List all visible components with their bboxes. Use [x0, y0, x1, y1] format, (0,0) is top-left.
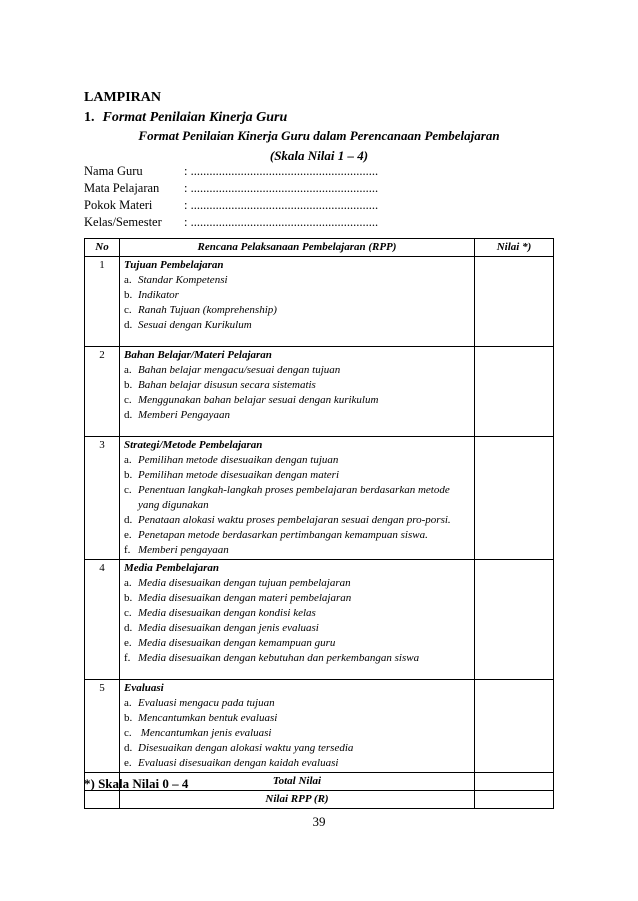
criteria-item — [124, 741, 470, 756]
item-letter: a. — [124, 577, 132, 589]
criteria-item — [124, 711, 470, 726]
item-text: Penentuan langkah-langkah proses pembelajaran berdasarkan metode yang digunakan — [138, 484, 450, 511]
item-text: Media disesuaikan dengan materi pembelajaran — [138, 592, 352, 604]
item-text: Sesuai dengan Kurikulum — [138, 319, 252, 331]
criteria-item — [124, 453, 470, 468]
table-row — [85, 257, 554, 347]
scale-note: (Skala Nilai 1 – 4) — [269, 148, 369, 163]
item-text: Media disesuaikan dengan jenis evaluasi — [138, 622, 319, 634]
item-letter: b. — [124, 592, 133, 604]
item-letter: a. — [124, 454, 132, 466]
criteria-item — [124, 636, 470, 651]
row-number: 2 — [85, 347, 120, 437]
table-body — [85, 257, 554, 773]
item-text: Memberi Pengayaan — [138, 409, 230, 421]
item-text: Disesuaikan dengan alokasi waktu yang tersedia — [138, 742, 354, 754]
item-text: Menggunakan bahan belajar sesuai dengan kurikulum — [138, 394, 379, 406]
total-label: Total Nilai — [120, 773, 475, 791]
field-value: : ............................................................ — [184, 164, 379, 178]
criteria-title: Strategi/Metode Pembelajaran — [124, 439, 263, 451]
field-label: Pokok Materi — [84, 198, 153, 212]
field-label: Kelas/Semester — [84, 215, 162, 229]
criteria-title: Media Pembelajaran — [124, 562, 220, 574]
field-value: : ............................................................ — [184, 181, 379, 195]
rpp-score-label: Nilai RPP (R) — [120, 791, 475, 809]
nilai-cell[interactable] — [475, 437, 554, 560]
rpp-criteria-cell — [120, 680, 475, 773]
table-row — [85, 560, 554, 680]
nilai-cell[interactable] — [475, 347, 554, 437]
table-row — [85, 437, 554, 560]
item-letter: e. — [124, 529, 132, 541]
item-text: Media disesuaikan dengan kondisi kelas — [138, 607, 316, 619]
rpp-criteria-cell — [120, 347, 475, 437]
item-text: Bahan belajar mengacu/sesuai dengan tujuan — [138, 364, 341, 376]
header-no: No — [85, 239, 120, 257]
section-number: 1. — [84, 110, 95, 125]
criteria-item — [124, 543, 470, 558]
page-number: 39 — [312, 814, 326, 829]
item-letter: c. — [124, 394, 132, 406]
row-number: 4 — [85, 560, 120, 680]
item-letter: d. — [124, 514, 133, 526]
criteria-item — [124, 468, 470, 483]
item-letter: c. — [124, 484, 132, 496]
spacer — [124, 333, 470, 345]
item-letter: a. — [124, 697, 132, 709]
item-text: Standar Kompetensi — [138, 274, 228, 286]
item-text: Media disesuaikan dengan kemampuan guru — [138, 637, 336, 649]
section-title-text: Format Penilaian Kinerja Guru — [102, 110, 288, 125]
criteria-item — [124, 621, 470, 636]
field-mata-pelajaran — [84, 181, 378, 196]
rpp-score-row — [85, 791, 554, 809]
rpp-score-value-cell[interactable] — [475, 791, 554, 809]
field-nama-guru — [84, 164, 378, 179]
field-value: : ............................................................ — [184, 198, 379, 212]
nilai-cell[interactable] — [475, 560, 554, 680]
total-value-cell[interactable] — [475, 773, 554, 791]
row-number: 1 — [85, 257, 120, 347]
item-letter: b. — [124, 289, 133, 301]
criteria-item — [124, 378, 470, 393]
item-text: Evaluasi disesuaikan dengan kaidah evaluasi — [138, 757, 339, 769]
item-text: Penetapan metode berdasarkan pertimbangan kemampuan siswa. — [138, 529, 428, 541]
spacer — [124, 423, 470, 435]
field-pokok-materi — [84, 198, 378, 213]
item-letter: d. — [124, 742, 133, 754]
item-letter: a. — [124, 274, 132, 286]
rpp-no-cell — [85, 791, 120, 809]
header-rpp: Rencana Pelaksanaan Pembelajaran (RPP) — [120, 239, 475, 257]
field-value: : ............................................................ — [184, 215, 379, 229]
item-text: Penataan alokasi waktu proses pembelajaran sesuai dengan pro-porsi. — [138, 514, 451, 526]
item-text: Indikator — [138, 289, 179, 301]
item-text: Pemilihan metode disesuaikan dengan tujuan — [138, 454, 339, 466]
item-letter: d. — [124, 319, 133, 331]
table-row — [85, 680, 554, 773]
item-letter: f. — [124, 652, 131, 664]
item-letter: b. — [124, 712, 133, 724]
item-text: Memberi pengayaan — [138, 544, 229, 556]
criteria-item — [124, 273, 470, 288]
item-text: Ranah Tujuan (komprehenship) — [138, 304, 277, 316]
row-number: 3 — [85, 437, 120, 560]
item-letter: c. — [124, 304, 132, 316]
item-letter: d. — [124, 409, 133, 421]
criteria-item — [124, 651, 470, 666]
appendix-heading: LAMPIRAN — [84, 90, 161, 105]
criteria-item — [124, 393, 470, 408]
criteria-item — [124, 303, 470, 318]
item-text: Pemilihan metode disesuaikan dengan materi — [138, 469, 340, 481]
criteria-item — [124, 408, 470, 423]
field-kelas-semester — [84, 215, 378, 230]
item-text: Mencantumkan bentuk evaluasi — [138, 712, 278, 724]
item-text: Mencantumkan jenis evaluasi — [138, 727, 272, 739]
table-row — [85, 347, 554, 437]
rpp-criteria-cell — [120, 437, 475, 560]
item-text: Bahan belajar disusun secara sistematis — [138, 379, 316, 391]
item-letter: b. — [124, 469, 133, 481]
criteria-item — [124, 726, 470, 741]
criteria-item — [124, 576, 470, 591]
form-subtitle: Format Penilaian Kinerja Guru dalam Perencanaan Pembelajaran — [138, 128, 500, 143]
table-header-row — [85, 239, 554, 257]
rpp-assessment-table — [84, 238, 554, 809]
criteria-item — [124, 363, 470, 378]
item-letter: e. — [124, 637, 132, 649]
field-label: Nama Guru — [84, 164, 143, 178]
item-text: Media disesuaikan dengan kebutuhan dan perkembangan siswa — [138, 652, 420, 664]
criteria-item — [124, 528, 470, 543]
criteria-item — [124, 288, 470, 303]
item-letter: c. — [124, 727, 132, 739]
item-letter: e. — [124, 757, 132, 769]
spacer — [124, 666, 470, 678]
criteria-item — [124, 483, 470, 513]
criteria-item — [124, 318, 470, 333]
criteria-item — [124, 756, 470, 771]
criteria-title: Evaluasi — [124, 682, 164, 694]
criteria-item — [124, 591, 470, 606]
item-letter: a. — [124, 364, 132, 376]
item-letter: b. — [124, 379, 133, 391]
criteria-item — [124, 696, 470, 711]
header-nilai: Nilai *) — [475, 239, 554, 257]
item-text: Media disesuaikan dengan tujuan pembelajaran — [138, 577, 351, 589]
item-letter: c. — [124, 607, 132, 619]
rpp-criteria-cell — [120, 257, 475, 347]
row-number: 5 — [85, 680, 120, 773]
nilai-cell[interactable] — [475, 257, 554, 347]
criteria-title: Tujuan Pembelajaran — [124, 259, 224, 271]
field-label: Mata Pelajaran — [84, 181, 160, 195]
criteria-item — [124, 606, 470, 621]
nilai-cell[interactable] — [475, 680, 554, 773]
footnote: *) Skala Nilai 0 – 4 — [84, 776, 189, 791]
item-letter: f. — [124, 544, 131, 556]
section-title — [84, 110, 287, 126]
item-letter: d. — [124, 622, 133, 634]
criteria-title: Bahan Belajar/Materi Pelajaran — [124, 349, 272, 361]
item-text: Evaluasi mengacu pada tujuan — [138, 697, 275, 709]
rpp-criteria-cell — [120, 560, 475, 680]
criteria-item — [124, 513, 470, 528]
